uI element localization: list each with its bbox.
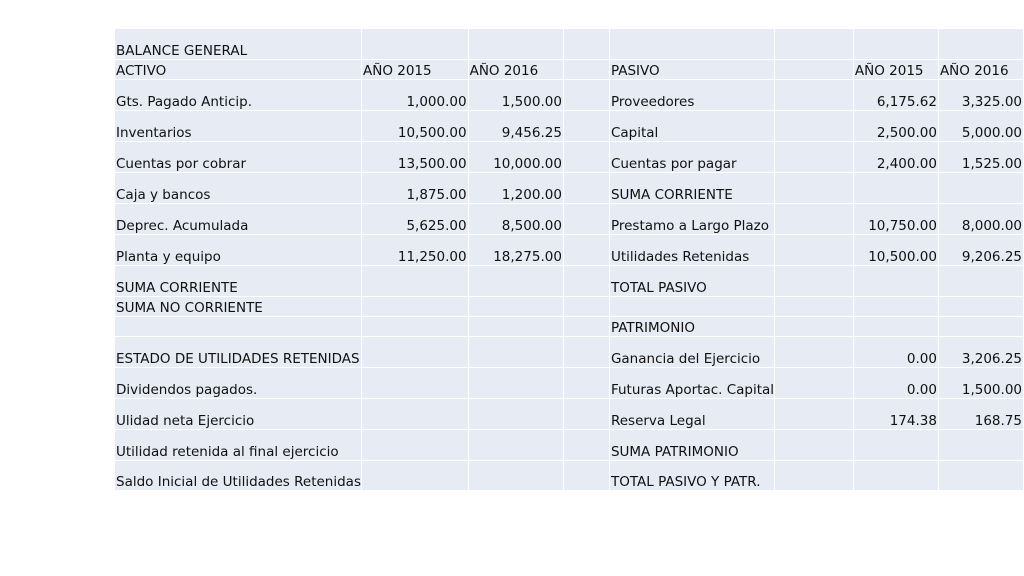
table-cell-g: 10,750.00 <box>853 204 938 235</box>
table-cell-h: 3,325.00 <box>938 80 1023 111</box>
table-row <box>115 368 1024 399</box>
table-cell-f <box>775 142 854 173</box>
table-cell-e <box>609 29 774 60</box>
table-cell-f <box>775 204 854 235</box>
table-row <box>115 337 1024 368</box>
table-cell-a: ACTIVO <box>115 60 362 80</box>
table-cell-c: 18,275.00 <box>468 235 563 266</box>
table-cell-b: 13,500.00 <box>361 142 468 173</box>
table-cell-c: 8,500.00 <box>468 204 563 235</box>
table-cell-a: Deprec. Acumulada <box>115 204 362 235</box>
table-cell-b: 1,875.00 <box>361 173 468 204</box>
table-cell-a: Planta y equipo <box>115 235 362 266</box>
table-cell-f <box>775 368 854 399</box>
table-cell-c <box>468 368 563 399</box>
table-cell-d <box>563 317 609 337</box>
table-cell-c: 9,456.25 <box>468 111 563 142</box>
table-cell-c: 10,000.00 <box>468 142 563 173</box>
table-cell-a: Utilidad retenida al final ejercicio <box>115 430 362 461</box>
table-cell-g: 174.38 <box>853 399 938 430</box>
table-cell-a <box>115 317 362 337</box>
table-cell-h: 168.75 <box>938 399 1023 430</box>
table-cell-f <box>775 235 854 266</box>
table-cell-b: AÑO 2015 <box>361 60 468 80</box>
table-cell-g <box>853 430 938 461</box>
table-cell-c: 1,200.00 <box>468 173 563 204</box>
table-cell-g: 2,400.00 <box>853 142 938 173</box>
table-cell-b <box>361 337 468 368</box>
table-cell-c <box>468 430 563 461</box>
table-cell-f <box>775 111 854 142</box>
table-cell-h <box>938 317 1023 337</box>
table-cell-h: AÑO 2016 <box>938 60 1023 80</box>
table-cell-f <box>775 317 854 337</box>
table-cell-e: Prestamo a Largo Plazo <box>609 204 774 235</box>
table-cell-b <box>361 461 468 491</box>
table-cell-h <box>938 29 1023 60</box>
table-cell-f <box>775 337 854 368</box>
table-cell-d <box>563 173 609 204</box>
table-cell-a: SUMA NO CORRIENTE <box>115 297 362 317</box>
table-cell-d <box>563 266 609 297</box>
table-cell-g: AÑO 2015 <box>853 60 938 80</box>
table-cell-c <box>468 29 563 60</box>
table-cell-a: Cuentas por cobrar <box>115 142 362 173</box>
table-cell-d <box>563 337 609 368</box>
table-cell-c: 1,500.00 <box>468 80 563 111</box>
table-cell-e: Utilidades Retenidas <box>609 235 774 266</box>
table-cell-d <box>563 461 609 491</box>
table-cell-e: Futuras Aportac. Capital <box>609 368 774 399</box>
table-cell-b: 5,625.00 <box>361 204 468 235</box>
table-row <box>115 80 1024 111</box>
table-cell-e: Proveedores <box>609 80 774 111</box>
table-cell-a: Gts. Pagado Anticip. <box>115 80 362 111</box>
table-cell-a: ESTADO DE UTILIDADES RETENIDAS <box>115 337 362 368</box>
table-row <box>115 266 1024 297</box>
table-row <box>115 142 1024 173</box>
table-row <box>115 399 1024 430</box>
table-cell-e: SUMA PATRIMONIO <box>609 430 774 461</box>
table-cell-e <box>609 297 774 317</box>
table-cell-c: AÑO 2016 <box>468 60 563 80</box>
table-cell-b: 10,500.00 <box>361 111 468 142</box>
table-cell-h: 1,525.00 <box>938 142 1023 173</box>
table-cell-f <box>775 29 854 60</box>
table-row <box>115 430 1024 461</box>
table-cell-b <box>361 317 468 337</box>
table-cell-a: Ulidad neta Ejercicio <box>115 399 362 430</box>
table-cell-d <box>563 60 609 80</box>
table-cell-h <box>938 173 1023 204</box>
table-cell-h <box>938 430 1023 461</box>
table-cell-f <box>775 60 854 80</box>
table-cell-c <box>468 399 563 430</box>
table-row <box>115 204 1024 235</box>
table-cell-d <box>563 430 609 461</box>
table-cell-d <box>563 368 609 399</box>
table-row <box>115 461 1024 491</box>
table-cell-b <box>361 399 468 430</box>
table-cell-d <box>563 142 609 173</box>
table-cell-a: Caja y bancos <box>115 173 362 204</box>
table-cell-c <box>468 337 563 368</box>
table-cell-g: 2,500.00 <box>853 111 938 142</box>
table-cell-h <box>938 461 1023 491</box>
table-cell-e: Capital <box>609 111 774 142</box>
table-cell-h: 1,500.00 <box>938 368 1023 399</box>
table-cell-e: TOTAL PASIVO Y PATR. <box>609 461 774 491</box>
table-cell-f <box>775 297 854 317</box>
table-cell-c <box>468 317 563 337</box>
table-cell-d <box>563 297 609 317</box>
table-row <box>115 60 1024 80</box>
table-cell-b <box>361 430 468 461</box>
table-cell-d <box>563 111 609 142</box>
table-cell-e: SUMA CORRIENTE <box>609 173 774 204</box>
table-cell-c <box>468 297 563 317</box>
table-cell-f <box>775 173 854 204</box>
table-cell-g: 0.00 <box>853 368 938 399</box>
table-cell-h <box>938 266 1023 297</box>
table-cell-f <box>775 266 854 297</box>
table-cell-g: 6,175.62 <box>853 80 938 111</box>
table-cell-g: 0.00 <box>853 337 938 368</box>
table-cell-g <box>853 461 938 491</box>
table-cell-d <box>563 399 609 430</box>
table-row <box>115 29 1024 60</box>
table-cell-e: Ganancia del Ejercicio <box>609 337 774 368</box>
table-cell-d <box>563 29 609 60</box>
table-cell-f <box>775 461 854 491</box>
table-cell-g <box>853 297 938 317</box>
table-cell-b <box>361 368 468 399</box>
table-cell-d <box>563 235 609 266</box>
table-cell-b <box>361 29 468 60</box>
table-row <box>115 317 1024 337</box>
table-row <box>115 111 1024 142</box>
table-cell-d <box>563 80 609 111</box>
table-cell-g <box>853 266 938 297</box>
table-cell-b: 1,000.00 <box>361 80 468 111</box>
table-cell-a: Inventarios <box>115 111 362 142</box>
table-cell-h: 9,206.25 <box>938 235 1023 266</box>
table-cell-f <box>775 399 854 430</box>
table-cell-e: Reserva Legal <box>609 399 774 430</box>
table-cell-h <box>938 297 1023 317</box>
table-cell-e: TOTAL PASIVO <box>609 266 774 297</box>
table-cell-b <box>361 297 468 317</box>
table-cell-g: 10,500.00 <box>853 235 938 266</box>
table-cell-g <box>853 173 938 204</box>
table-row <box>115 235 1024 266</box>
table-cell-b: 11,250.00 <box>361 235 468 266</box>
table-cell-h: 5,000.00 <box>938 111 1023 142</box>
table-cell-e: Cuentas por pagar <box>609 142 774 173</box>
table-cell-a: Saldo Inicial de Utilidades Retenidas <box>115 461 362 491</box>
table-cell-g <box>853 29 938 60</box>
table-cell-a: SUMA CORRIENTE <box>115 266 362 297</box>
table-row <box>115 173 1024 204</box>
table-cell-f <box>775 430 854 461</box>
table-cell-h: 8,000.00 <box>938 204 1023 235</box>
table-cell-e: PATRIMONIO <box>609 317 774 337</box>
table-cell-g <box>853 317 938 337</box>
table-cell-a: BALANCE GENERAL <box>115 29 362 60</box>
table-cell-e: PASIVO <box>609 60 774 80</box>
table-cell-h: 3,206.25 <box>938 337 1023 368</box>
table-cell-b <box>361 266 468 297</box>
balance-sheet-table <box>114 28 1024 491</box>
table-cell-c <box>468 266 563 297</box>
table-row <box>115 297 1024 317</box>
table-cell-f <box>775 80 854 111</box>
table-cell-d <box>563 204 609 235</box>
table-cell-c <box>468 461 563 491</box>
table-cell-a: Dividendos pagados. <box>115 368 362 399</box>
